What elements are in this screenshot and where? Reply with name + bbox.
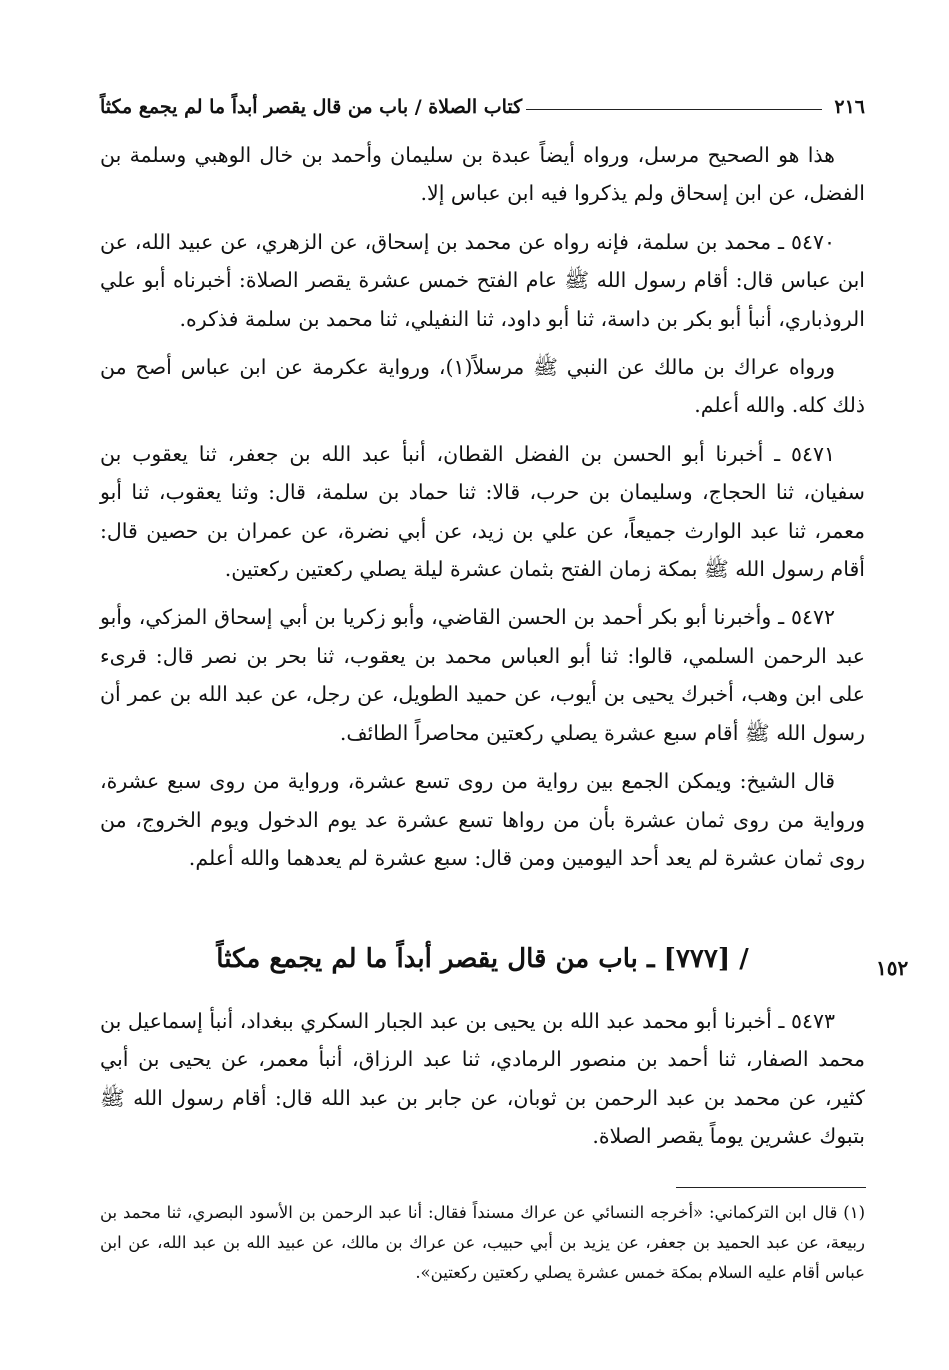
paragraph: ورواه عراك بن مالك عن النبي ﷺ مرسلاً(١)، ورواية عكرمة عن ابن عباس أصح من ذلك كله. والله أعلم. (100, 355, 865, 418)
hadith-5473: ٥٤٧٣ ـ أخبرنا أبو محمد عبد الله بن يحيى بن عبد الجبار السكري ببغداد، أنبأ إسماعيل بن محمد الصفار، ثنا أحمد بن منصور الرمادي، ثنا عبد الرزاق، أنبأ معمر، عن يحيى بن أبي كثير، عن محمد بن عبد الرحمن بن ثوبان، عن جابر بن عبد الله قال: أقام رسول الله ﷺ بتبوك عشرين يوماً يقصر الصلاة. (100, 1009, 865, 1149)
hadith-5470: ٥٤٧٠ ـ محمد بن سلمة، فإنه رواه عن محمد بن إسحاق، عن الزهري، عن عبيد الله، عن ابن عباس قال: أقام رسول الله ﷺ عام الفتح خمس عشرة يقصر الصلاة: أخبرناه أبو علي الروذباري، أنبأ أبو بكر بن داسة، ثنا أبو داود، ثنا النفيلي، ثنا محمد بن سلمة فذكره. (100, 229, 865, 331)
footnote-rule (676, 1187, 866, 1188)
hadith-5471: ٥٤٧١ ـ أخبرنا أبو الحسن بن الفضل القطان، أنبأ عبد الله بن جعفر، ثنا يعقوب بن سفيان، ثنا الحجاج، وسليمان بن حرب، قالا: ثنا حماد بن سلمة، قال: وثنا يعقوب، ثنا أبو معمر، ثنا عبد الوارث جميعاً، عن علي بن زيد، عن أبي نضرة، عن عمران بن حصين قال: أقام رسول الله ﷺ بمكة زمان الفتح بثمان عشرة ليلة يصلي ركعتين ركعتين. (100, 441, 865, 582)
chapter-heading: / [٧٧٧] ـ باب من قال يقصر أبداً ما لم يجمع مكثاً (216, 944, 749, 974)
paragraph: هذا هو الصحيح مرسل، ورواه أيضاً عبدة بن سليمان وأحمد بن خال الوهبي وسلمة بن الفضل، عن ابن إسحاق ولم يذكروا فيه ابن عباس إلا. (100, 143, 865, 206)
running-header (100, 84, 865, 118)
hadith-5472: ٥٤٧٢ ـ وأخبرنا أبو بكر أحمد بن الحسن القاضي، وأبو زكريا بن أبي إسحاق المزكي، وأبو عبد الرحمن السلمي، قالوا: ثنا أبو العباس محمد بن يعقوب، ثنا بحر بن نصر قال: قرىء على ابن وهب، أخبرك يحيى بن أيوب، عن حميد الطويل، عن رجل، عن عبد الله بن عمر أن رسول الله ﷺ أقام سبع عشرة يصلي ركعتين محاصراً الطائف. (100, 605, 865, 745)
footnote-1: (١) قال ابن التركماني: «أخرجه النسائي عن عراك مسنداً فقال: أنا عبد الرحمن بن الأسود البصري، ثنا محمد بن ربيعة، عن عبد الحميد بن جعفر، عن يزيد بن أبي حبيب، عن عراك بن مالك، عن عبيد الله بن عبد الله، عن ابن عباس أقام عليه السلام بمكة خمس عشرة يصلي ركعتين ركعتين». (100, 1203, 865, 1282)
sheikh-comment: قال الشيخ: ويمكن الجمع بين رواية من روى تسع عشرة، ورواية من روى سبع عشرة، ورواية من روى ثمان عشرة بأن من رواها تسع عشرة عد يوم الدخول ويوم الخروج، من روى ثمان عشرة لم يعد أحد اليومين ومن قال: سبع عشرة لم يعدهما والله أعلم. (100, 769, 865, 870)
margin-page-number: ١٥٢ (876, 956, 909, 980)
main-text (100, 136, 865, 887)
footnote (100, 1198, 865, 1288)
main-text-2 (100, 1002, 865, 1166)
page-number: ٢١٦ (834, 96, 865, 118)
header-rule (526, 108, 822, 110)
header-title: كتاب الصلاة / باب من قال يقصر أبداً ما لم يجمع مكثاً (100, 96, 523, 118)
